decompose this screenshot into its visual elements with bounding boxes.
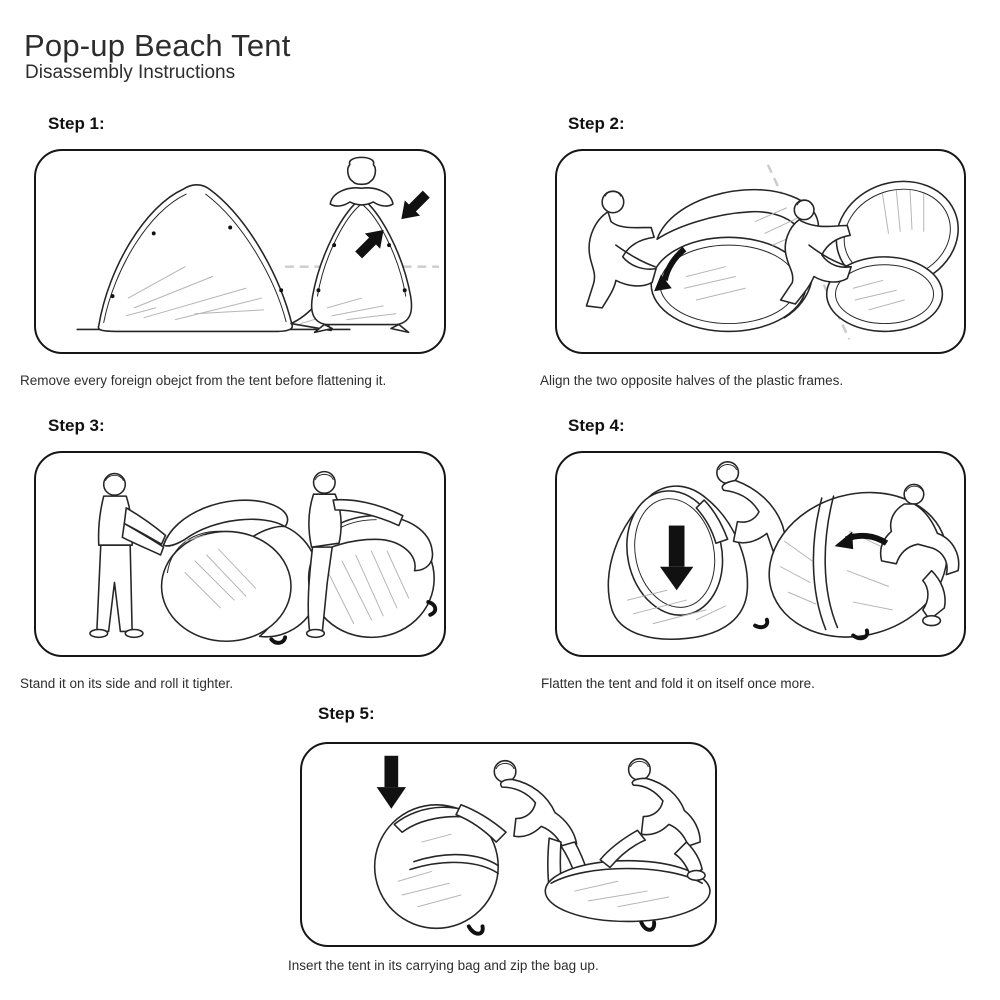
step-2-caption: Align the two opposite halves of the plastic frames. bbox=[540, 373, 844, 388]
step-4-illustration bbox=[557, 453, 964, 655]
carry-strap bbox=[428, 602, 435, 615]
step-1-label: Step 1: bbox=[48, 114, 105, 133]
step-1-illustration bbox=[36, 151, 444, 352]
zipper-pull bbox=[469, 926, 483, 933]
step-3-label: Step 3: bbox=[48, 416, 105, 435]
step-5-label: Step 5: bbox=[318, 704, 375, 723]
tent-standing bbox=[98, 185, 331, 332]
step-4-panel bbox=[555, 451, 966, 657]
step-2-label: Step 2: bbox=[568, 114, 625, 133]
step-1-panel bbox=[34, 149, 446, 354]
tent-on-side bbox=[162, 500, 319, 643]
carrying-bag-flat bbox=[545, 861, 710, 930]
tent-flattening bbox=[608, 482, 767, 639]
person-figure bbox=[586, 191, 656, 308]
step-3-panel bbox=[34, 451, 446, 657]
zipper-pull bbox=[641, 922, 654, 929]
step-5-caption: Insert the tent in its carrying bag and zip the bag up. bbox=[288, 958, 599, 973]
person-figure bbox=[330, 157, 393, 206]
page-title: Pop-up Beach Tent bbox=[24, 28, 291, 63]
tent-folded-disc bbox=[752, 472, 964, 655]
insert-down-arrow bbox=[377, 756, 406, 809]
step-4-label: Step 4: bbox=[568, 416, 625, 435]
page-subtitle: Disassembly Instructions bbox=[25, 62, 236, 83]
step-5-illustration bbox=[302, 744, 715, 945]
tent-aligned-scene bbox=[822, 166, 964, 332]
step-1-caption: Remove every foreign obejct from the tent before flattening it. bbox=[20, 373, 387, 388]
carry-strap bbox=[755, 620, 767, 627]
person-figure bbox=[90, 474, 166, 638]
step-3-illustration bbox=[36, 453, 444, 655]
step-5-panel bbox=[300, 742, 717, 947]
carry-strap bbox=[271, 637, 285, 643]
press-arrow-down-left bbox=[394, 187, 434, 227]
step-2-illustration bbox=[557, 151, 964, 352]
step-3-caption: Stand it on its side and roll it tighter. bbox=[20, 676, 234, 691]
step-2-panel bbox=[555, 149, 966, 354]
tent-with-person bbox=[312, 157, 434, 332]
step-4-caption: Flatten the tent and fold it on itself once more. bbox=[541, 676, 815, 691]
